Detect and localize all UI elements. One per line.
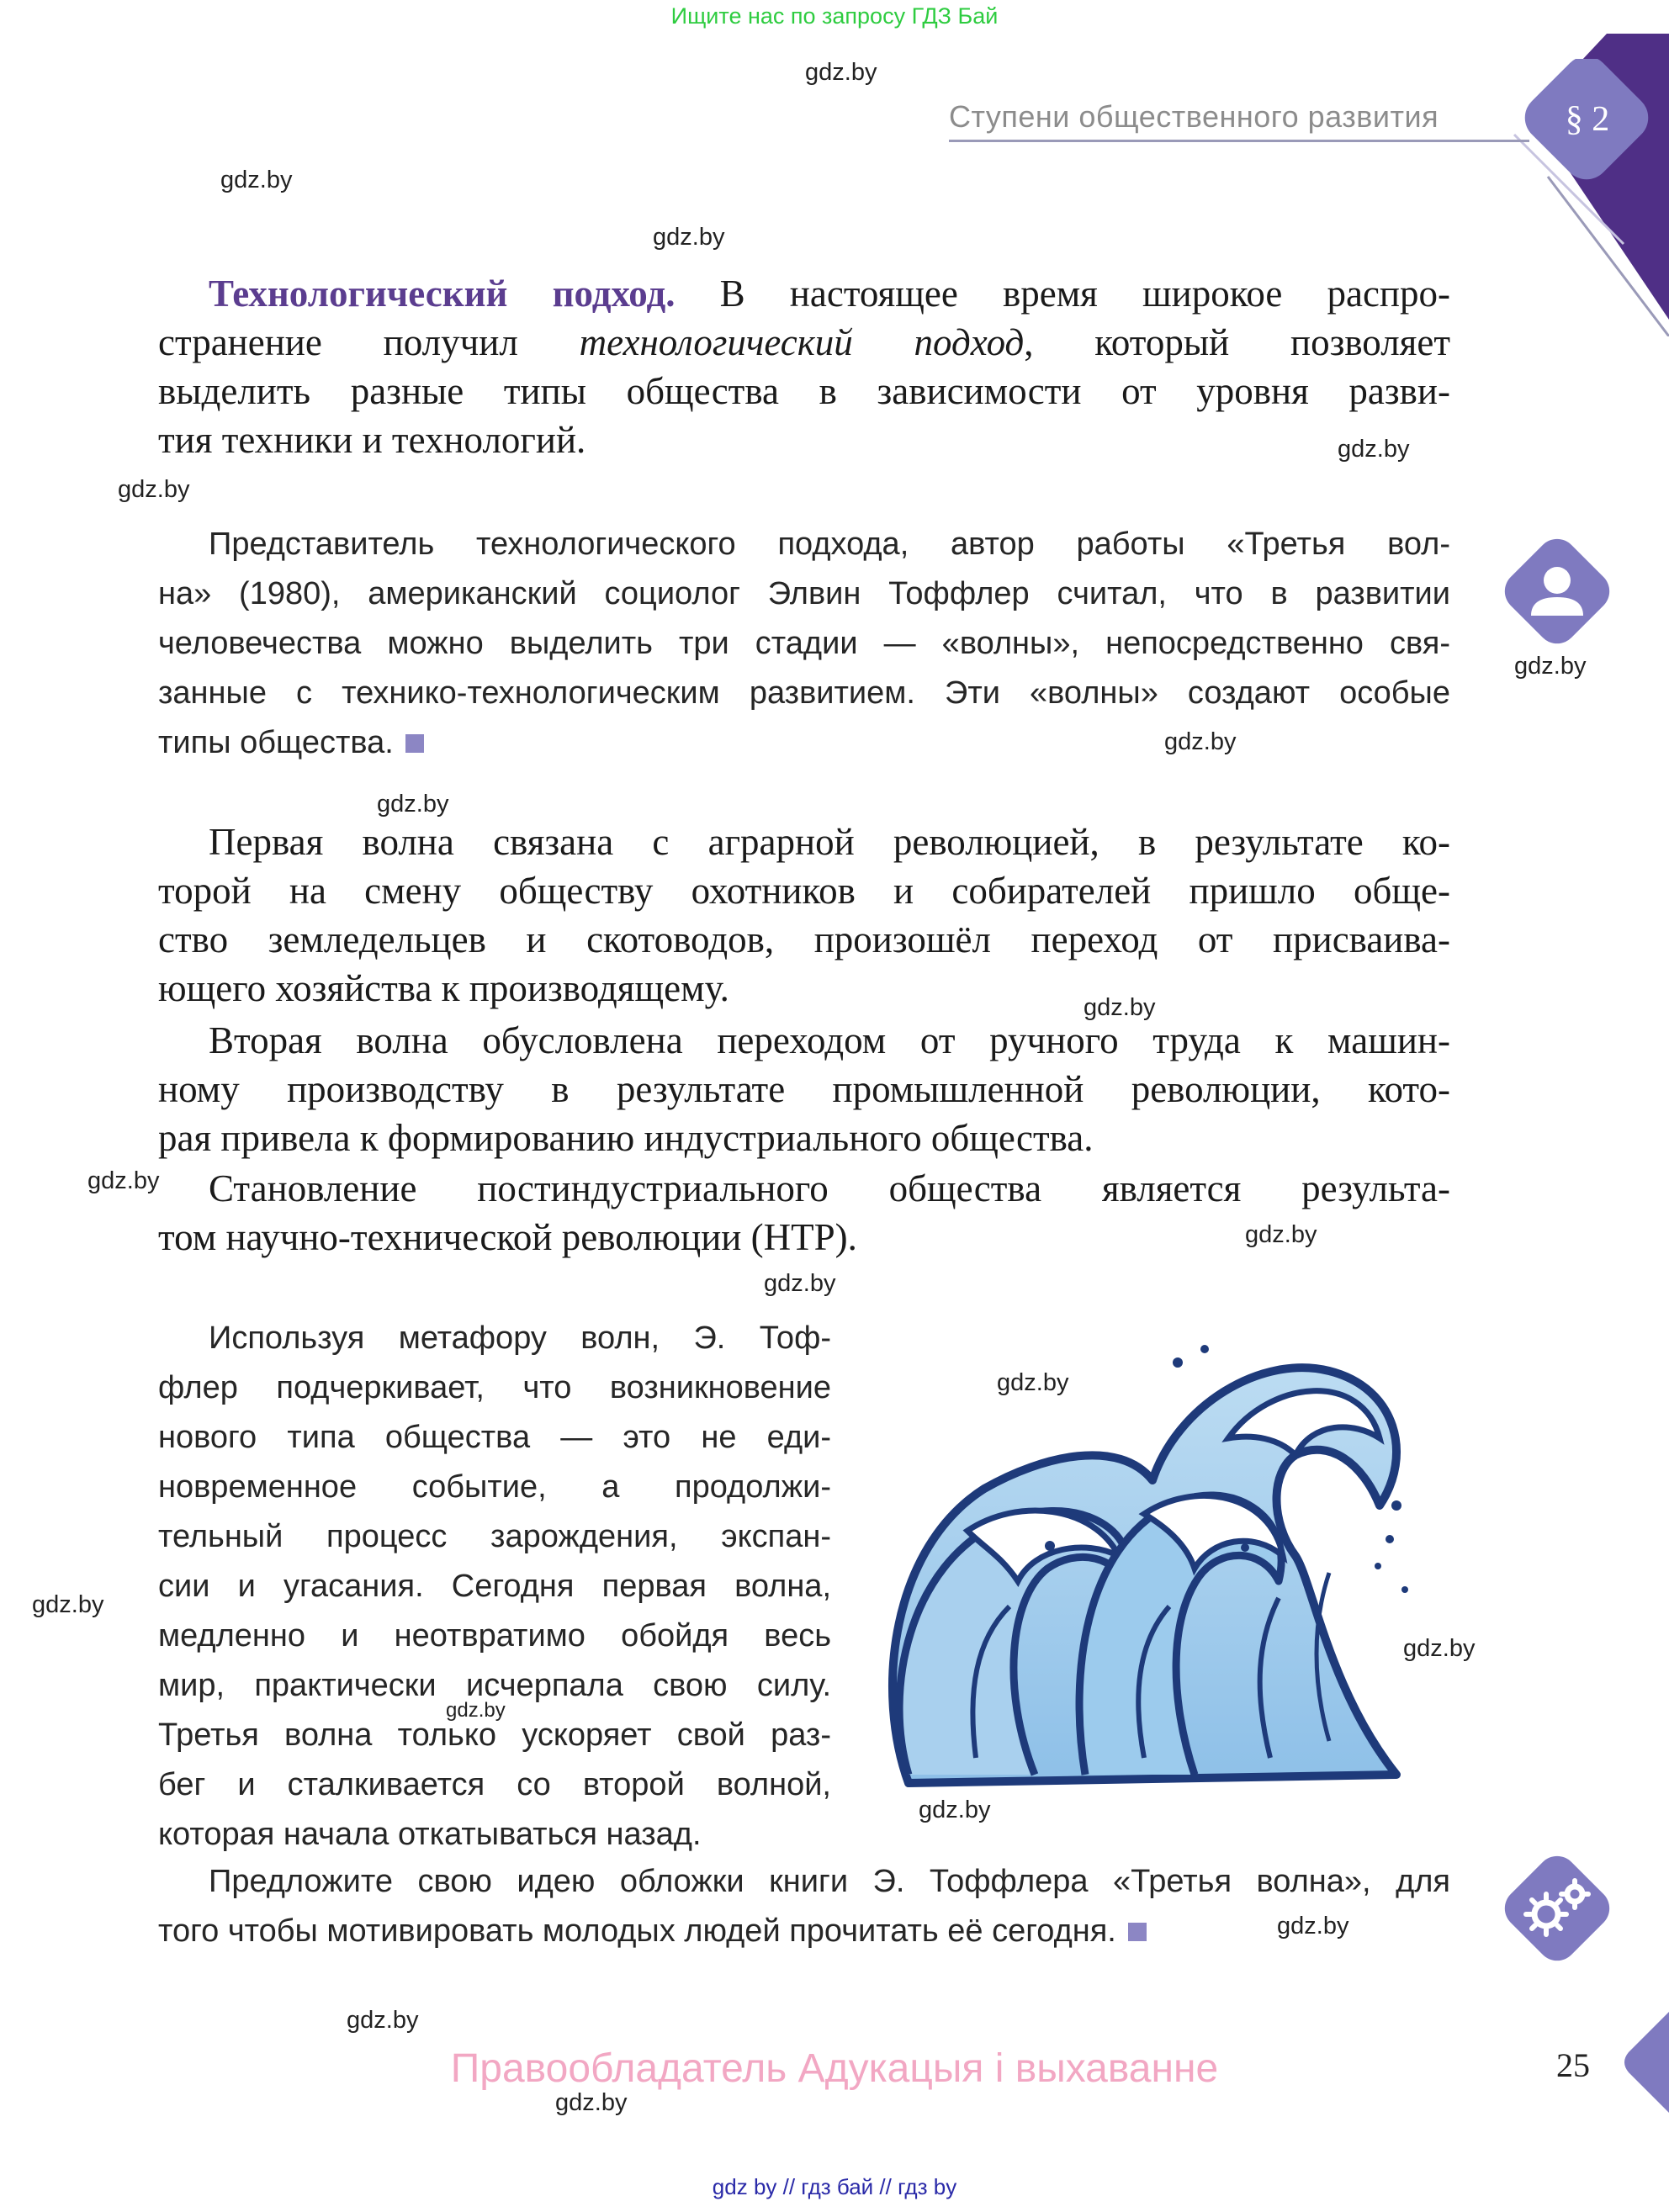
paragraph-first-wave [158, 818, 1450, 1013]
text-line: на» (1980), американский социолог Элвин Тоффлер считал, что в развитии [158, 576, 1450, 611]
text-line: Представитель технологического подхода, автор работы «Третья вол- [209, 527, 1450, 562]
italic-term: технологический подход [579, 321, 1025, 363]
paragraph-wave-metaphor [158, 1314, 831, 1860]
text-line: человечества можно выделить три стадии — «волны», непосредственно свя- [158, 626, 1450, 661]
end-marker [1128, 1923, 1147, 1941]
text-line: мир, практически исчерпала свою силу. [158, 1668, 831, 1703]
watermark: gdz.by [1245, 1221, 1317, 1248]
text-line: нового типа общества — это не еди- [158, 1420, 831, 1455]
section-title: Ступени общественного развития [949, 99, 1439, 134]
gears-icon [1494, 1845, 1620, 1971]
watermark: gdz.by [118, 476, 190, 503]
term-heading: Технологический подход. [209, 273, 676, 315]
text-line: ющего хозяйства к производящему. [158, 967, 729, 1009]
watermark: gdz.by [1164, 728, 1237, 755]
text-line: типы общества. [158, 718, 1450, 768]
text-line: странение получил технологический подход, который позволяет [158, 321, 1450, 363]
text-line: которая начала откатываться назад. [158, 1817, 702, 1852]
text-line: выделить разные типы общества в зависимости от уровня разви- [158, 370, 1450, 412]
text-line: Становление постиндустриального общества является результа- [209, 1167, 1450, 1209]
text-line: Предложите свою идею обложки книги Э. Тоффлера «Третья волна», для [209, 1864, 1450, 1899]
watermark: gdz.by [1403, 1635, 1476, 1662]
text-line: Вторая волна обусловлена переходом от ручного труда к машин- [209, 1019, 1450, 1061]
watermark: gdz.by [87, 1167, 160, 1194]
watermark: gdz.by [347, 2007, 419, 2034]
text-line: бег и сталкивается со второй волной, [158, 1767, 831, 1802]
watermark: gdz.by [805, 59, 877, 86]
header-rule [949, 140, 1529, 142]
text-line: Третья волна только ускоряет свой раз- [158, 1717, 831, 1753]
page-number: 25 [1556, 2046, 1590, 2084]
text-line: тия техники и технологий. [158, 419, 586, 461]
text-line: ному производству в результате промышленной революции, кото- [158, 1068, 1450, 1110]
watermark: gdz.by [997, 1369, 1069, 1396]
text-line: том научно-технической революции (НТР). [158, 1216, 857, 1258]
text-line: торой на смену обществу охотников и собирателей пришло обще- [158, 870, 1450, 912]
copyright-notice: Правообладатель Адукацыя і выхаванне [450, 2046, 1219, 2091]
text-line: сии и угасания. Сегодня первая волна, [158, 1569, 831, 1604]
wave-illustration [875, 1337, 1413, 1800]
watermark: gdz.by [377, 791, 449, 818]
watermark: gdz.by [32, 1591, 104, 1618]
text-line: ство земледельцев и скотоводов, произошёл переход от присваива- [158, 918, 1450, 960]
paragraph-toffler-intro [158, 520, 1450, 768]
text-line: занные с технико-технологическим развитием. Эти «волны» создают особые [158, 675, 1450, 711]
watermark: gdz.by [1514, 653, 1587, 680]
text-line: Первая волна связана с аграрной революцией, в результате ко- [209, 821, 1450, 863]
text-line: Используя метафору волн, Э. Тоф- [209, 1320, 831, 1356]
section-badge-label: § 2 [1565, 100, 1610, 139]
text-line: медленно и неотвратимо обойдя весь [158, 1618, 831, 1654]
paragraph-technological-approach [158, 269, 1450, 464]
text-line: тельный процесс зарождения, экспан- [158, 1519, 831, 1554]
watermark: gdz.by [446, 1699, 506, 1722]
watermark: gdz.by [555, 2089, 628, 2116]
end-marker [405, 734, 424, 753]
watermark: gdz.by [1277, 1913, 1349, 1939]
watermark: gdz.by [220, 167, 293, 193]
paragraph-second-wave [158, 1016, 1450, 1162]
watermark: gdz.by [919, 1797, 991, 1823]
watermark: gdz.by [764, 1270, 836, 1297]
watermark: gdz.by [1084, 994, 1156, 1021]
text-line: рая привела к формированию индустриального общества. [158, 1117, 1094, 1159]
text-line: Технологический подход. В настоящее время широкое распро- [209, 273, 1451, 315]
text-line: флер подчеркивает, что возникновение [158, 1370, 831, 1405]
person-icon [1494, 528, 1620, 654]
watermark: gdz.by [1338, 436, 1410, 463]
footer-links[interactable]: gdz by // гдз бай // гдз by [712, 2174, 957, 2199]
text-line: того чтобы мотивировать молодых людей прочитать её сегодня. [158, 1907, 1450, 1956]
top-banner[interactable]: Ищите нас по запросу ГДЗ Бай [670, 3, 999, 29]
paragraph-task [158, 1857, 1450, 1956]
watermark: gdz.by [653, 224, 725, 251]
text-line: новременное событие, а продолжи- [158, 1469, 831, 1505]
